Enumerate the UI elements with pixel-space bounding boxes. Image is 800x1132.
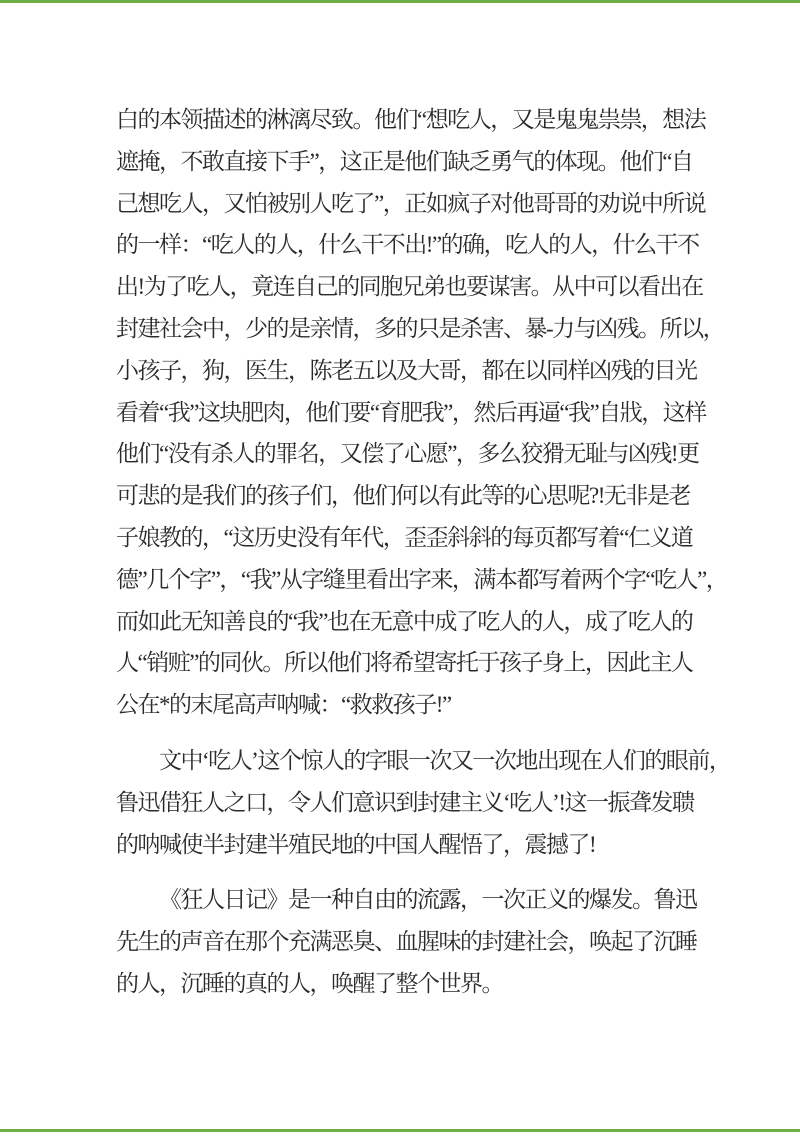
text-line: 德”几个字”，“我”从字缝里看出字来，满本都写着两个字“吃人”， [116, 566, 728, 592]
text-line: 的呐喊使半封建半殖民地的中国人醒悟了，震撼了! [116, 831, 596, 857]
text-line: 鲁迅借狂人之口，令人们意识到封建主义‘吃人’!这一振聋发聩 [116, 789, 694, 815]
text-line: 公在*的末尾高声呐喊：“救救孩子!” [116, 692, 451, 718]
text-line: 的人，沉睡的真的人，唤醒了整个世界。 [116, 970, 503, 996]
text-line: 《狂人日记》是一种自由的流露，一次正义的爆发。鲁迅 [159, 887, 697, 913]
text-line: 先生的声音在那个充满恶臭、血腥味的封建社会，唤起了沉睡 [116, 929, 697, 955]
paragraph [116, 99, 728, 726]
paragraph [116, 740, 731, 865]
paragraph [116, 879, 697, 1004]
text-line: 人“销赃”的同伙。所以他们将希望寄托于孩子身上，因此主人 [116, 650, 693, 676]
text-line: 看着“我”这块肥肉，他们要“育肥我”，然后再逼“我”自戕，这样 [116, 399, 706, 425]
document-body [116, 99, 731, 1005]
text-line: 的一样：“吃人的人，什么干不出!”的确，吃人的人，什么干不 [116, 232, 699, 258]
text-line: 白的本领描述的淋漓尽致。他们“想吃人，又是鬼鬼祟祟，想法 [116, 107, 706, 132]
text-line: 子娘教的，“这历史没有年代，歪歪斜斜的每页都写着“仁义道 [116, 524, 693, 550]
text-line: 他们“没有杀人的罪名，又偿了心愿”，多么狡猾无耻与凶残!更 [116, 441, 699, 467]
text-line: 己想吃人，又怕被别人吃了”，正如疯子对他哥哥的劝说中所说 [116, 190, 706, 216]
text-line: 小孩子，狗，医生，陈老五以及大哥，都在以同样凶残的目光 [116, 357, 697, 383]
text-line: 封建社会中，少的是亲情，多的只是杀害、暴-力与凶残。所以， [116, 315, 725, 341]
text-line: 遮掩，不敢直接下手”，这正是他们缺乏勇气的体现。他们“自 [116, 148, 693, 174]
text-line: 出!为了吃人，竟连自己的同胞兄弟也要谋害。从中可以看出在 [116, 274, 703, 300]
text-line: 可悲的是我们的孩子们，他们何以有此等的心思呢?!无非是老 [116, 483, 690, 509]
top-border-line [0, 0, 800, 3]
text-line: 文中‘吃人’这个惊人的字眼一次又一次地出现在人们的眼前， [159, 747, 731, 773]
text-line: 而如此无知善良的“我”也在无意中成了吃人的人，成了吃人的 [116, 608, 693, 634]
